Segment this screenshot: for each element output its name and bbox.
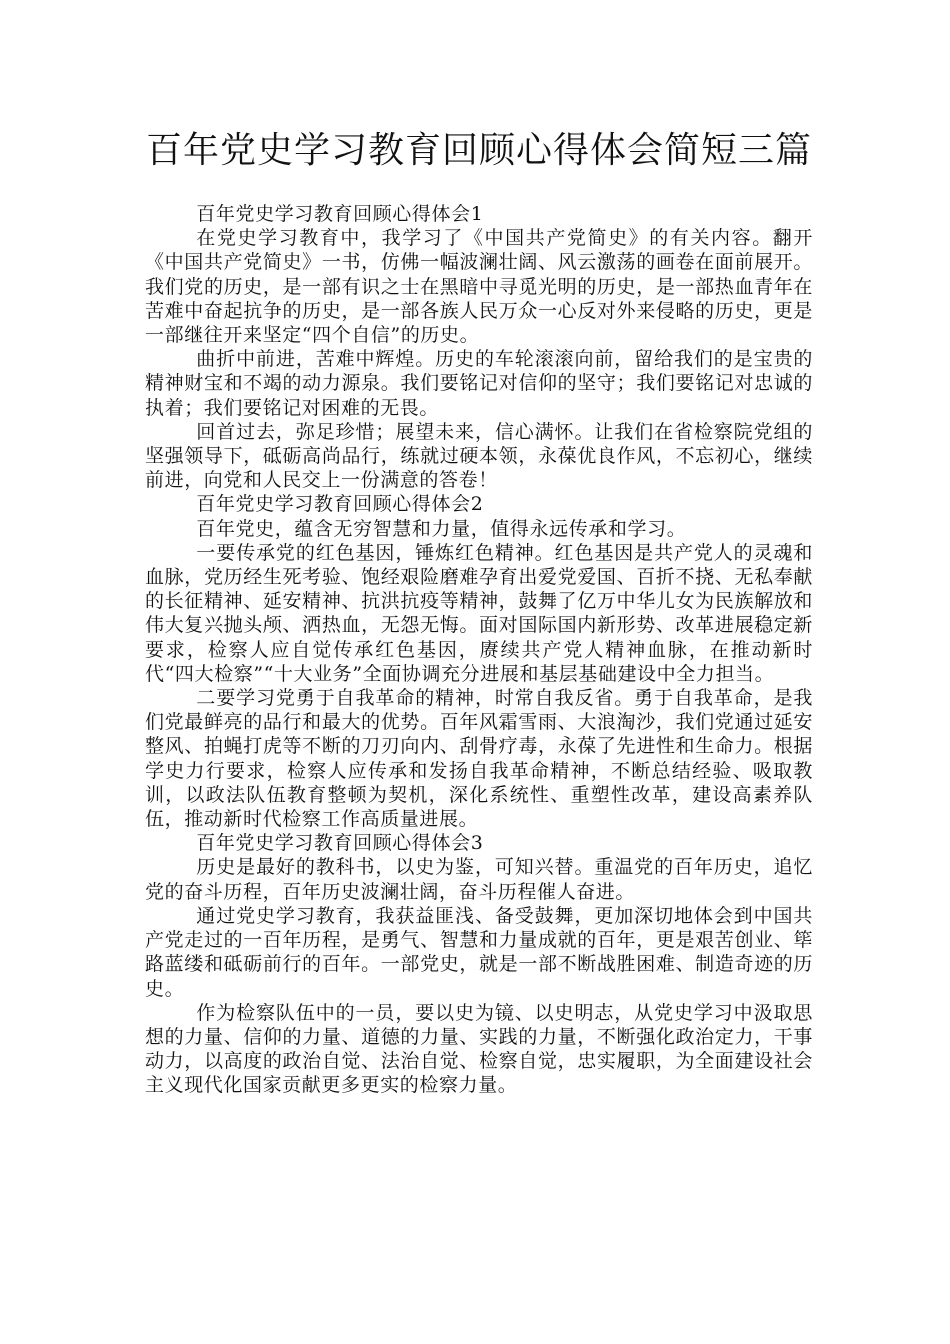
- paragraph: 曲折中前进，苦难中辉煌。历史的车轮滚滚向前，留给我们的是宝贵的精神财宝和不竭的动力源泉。我们要铭记对信仰的坚守；我们要铭记对忠诚的执着；我们要铭记对困难的无畏。: [145, 348, 813, 419]
- document-page: [145, 0, 813, 1098]
- paragraph: 回首过去，弥足珍惜；展望未来，信心满怀。让我们在省检察院党组的坚强领导下，砥砺高尚品行，练就过硬本领，永葆优良作风，不忘初心，继续前进，向党和人民交上一份满意的答卷！: [145, 420, 813, 492]
- document-body: [145, 202, 813, 1098]
- paragraph: 历史是最好的教科书，以史为鉴，可知兴替。重温党的百年历史，追忆党的奋斗历程，百年历史波澜壮阔，奋斗历程催人奋进。: [145, 856, 813, 903]
- document-title: 百年党史学习教育回顾心得体会简短三篇: [145, 130, 812, 171]
- paragraph: 一要传承党的红色基因，锤炼红色精神。红色基因是共产党人的灵魂和血脉，党历经生死考验、饱经艰险磨难孕育出爱党爱国、百折不挠、无私奉献的长征精神、延安精神、抗洪抗疫等精神，鼓舞了亿万中华儿女为民族解放和伟大复兴抛头颅、洒热血，无怨无悔。面对国际国内新形势、改革进展稳定新要求，检察人应自觉传承红色基因，赓续共产党人精神血脉，在推动新时代“四大检察”“十大业务”全面协调充分进展和基层基础建设中全力担当。: [145, 541, 813, 685]
- paragraph: 在党史学习教育中，我学习了《中国共产党简史》的有关内容。翻开《中国共产党简史》一书，仿佛一幅波澜壮阔、风云激荡的画卷在面前展开。我们党的历史，是一部有识之士在黑暗中寻觅光明的历史，是一部热血青年在苦难中奋起抗争的历史，是一部各族人民万众一心反对外来侵略的历史，更是一部继往开来坚定“四个自信”的历史。: [145, 227, 813, 347]
- section-heading-1: 百年党史学习教育回顾心得体会1: [196, 203, 484, 225]
- paragraph: 通过党史学习教育，我获益匪浅、备受鼓舞，更加深切地体会到中国共产党走过的一百年历程，是勇气、智慧和力量成就的百年，更是艰苦创业、筚路蓝缕和砥砺前行的百年。一部党史，就是一部不断战胜困难、制造奇迹的历史。: [145, 904, 813, 1000]
- paragraph: 二要学习党勇于自我革命的精神，时常自我反省。勇于自我革命，是我们党最鲜亮的品行和最大的优势。百年风霜雪雨、大浪淘沙，我们党通过延安整风、拍蝇打虎等不断的刀刃向内、刮骨疗毒，永葆了先进性和生命力。根据学史力行要求，检察人应传承和发扬自我革命精神，不断总结经验、吸取教训，以政法队伍教育整顿为契机，深化系统性、重塑性改革，建设高素养队伍，推动新时代检察工作高质量进展。: [145, 687, 813, 831]
- section-heading-3: 百年党史学习教育回顾心得体会3: [196, 832, 484, 855]
- section-heading-2: 百年党史学习教育回顾心得体会2: [196, 493, 484, 516]
- paragraph: 作为检察队伍中的一员，要以史为镜、以史明志，从党史学习中汲取思想的力量、信仰的力量、道德的力量、实践的力量，不断强化政治定力，干事动力，以高度的政治自觉、法治自觉、检察自觉，忠实履职，为全面建设社会主义现代化国家贡献更多更实的检察力量。: [145, 1001, 813, 1097]
- paragraph: 百年党史，蕴含无穷智慧和力量，值得永远传承和学习。: [196, 517, 687, 540]
